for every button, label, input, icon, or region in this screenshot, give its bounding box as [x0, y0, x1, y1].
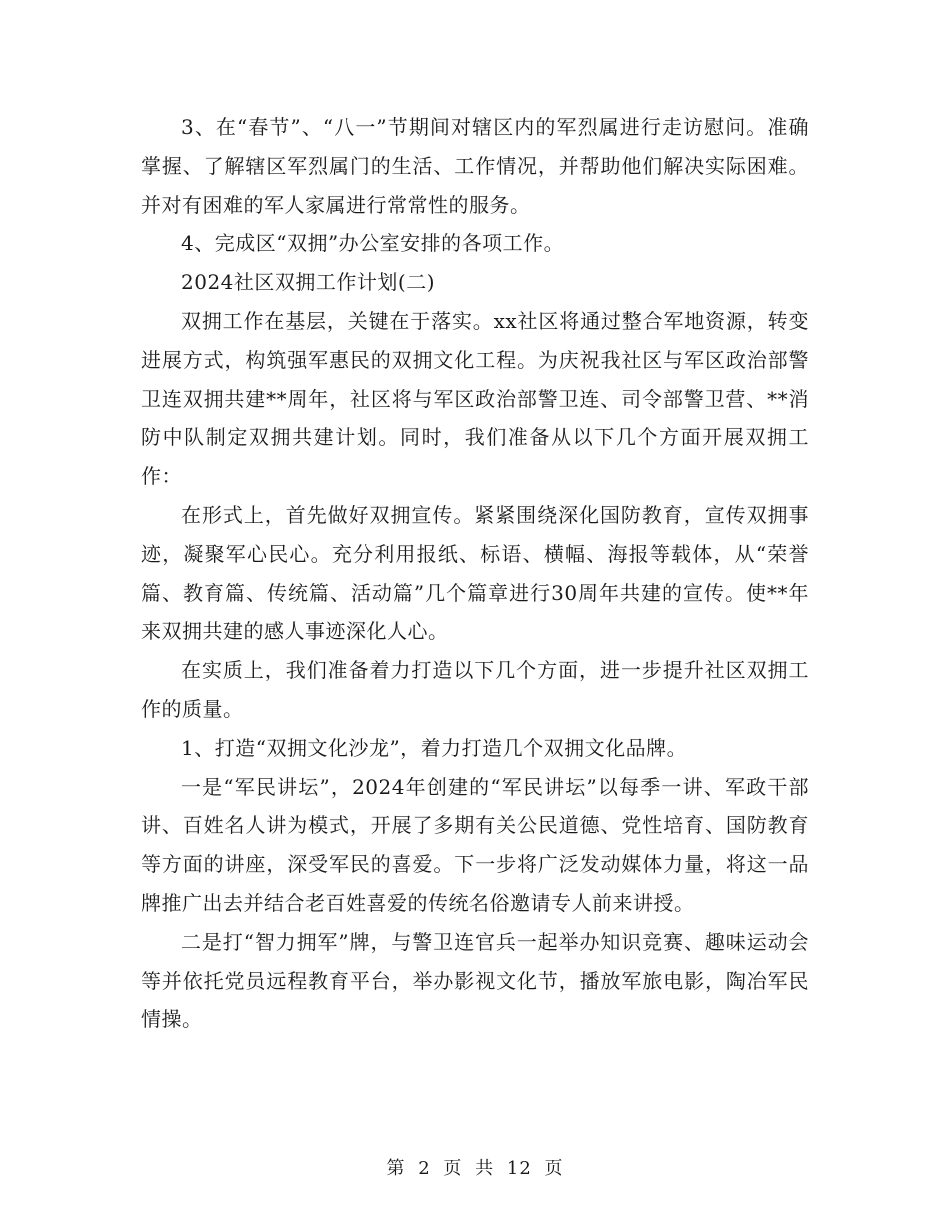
paragraph-complete-tasks: 4、完成区“双拥”办公室安排的各项工作。: [181, 231, 565, 256]
paragraph-cultural-salon: 1、打造“双拥文化沙龙”，着力打造几个双拥文化品牌。: [181, 735, 688, 760]
footer-label-ye-end: 页: [544, 1158, 564, 1179]
footer-label-ye: 页: [443, 1158, 463, 1179]
paragraph-substance: 在实质上，我们准备着力打造以下几个方面，进一步提升社区双拥工作的质量。: [141, 658, 809, 721]
current-page-number: 2: [418, 1158, 431, 1179]
paragraph-form-publicity: 在形式上，首先做好双拥宣传。紧紧围绕深化国防教育，宣传双拥事迹，凝聚军心民心。充分利用报纸、标语、横幅、海报等载体，从“荣誉篇、教育篇、传统篇、活动篇”几个篇章进行30周年共建的宣传。使**年来双拥共建的感人事迹深化人心。: [141, 502, 809, 644]
footer-label-gong: 共: [475, 1158, 495, 1179]
section-title-plan-two: 2024社区双拥工作计划(二): [181, 270, 436, 295]
paragraph-visit-martyrs-families: 3、在“春节”、“八一”节期间对辖区内的军烈属进行走访慰问。准确掌握、了解辖区军烈属门的生活、工作情况，并帮助他们解决实际困难。并对有困难的军人家属进行常常性的服务。: [141, 115, 809, 217]
footer-label-di: 第: [386, 1158, 406, 1179]
total-page-count: 12: [506, 1158, 532, 1179]
page-footer: [0, 1154, 950, 1180]
paragraph-intellectual-support: 二是打“智力拥军”牌，与警卫连官兵一起举办知识竞赛、趣味运动会等并依托党员远程教育平台，举办影视文化节，播放军旅电影，陶冶军民情操。: [141, 929, 809, 1032]
paragraph-intro: 双拥工作在基层，关键在于落实。xx社区将通过整合军地资源，转变进展方式，构筑强军惠民的双拥文化工程。为庆祝我社区与军区政治部警卫连双拥共建**周年，社区将与军区政治部警卫连、司令部警卫营、**消防中队制定双拥共建计划。同时，我们准备从以下几个方面开展双拥工作：: [141, 308, 809, 489]
document-body: [141, 108, 809, 1039]
paragraph-military-civilian-forum: 一是“军民讲坛”，2024年创建的“军民讲坛”以每季一讲、军政干部讲、百姓名人讲为模式，开展了多期有关公民道德、党性培育、国防教育等方面的讲座，深受军民的喜爱。下一步将广泛发动媒体力量，将这一品牌推广出去并结合老百姓喜爱的传统名俗邀请专人前来讲授。: [141, 774, 809, 915]
